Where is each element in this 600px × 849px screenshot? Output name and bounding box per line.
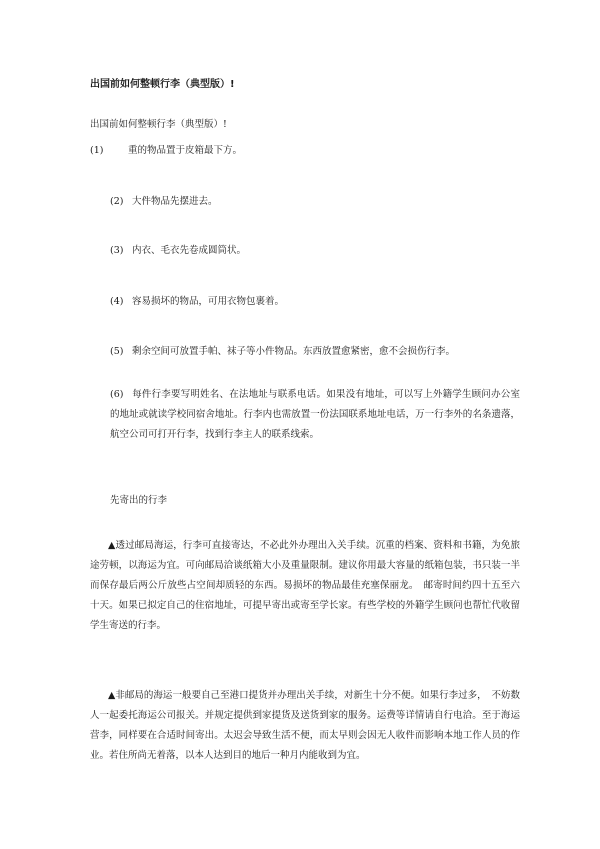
- list-item: [110, 242, 246, 256]
- item-text: 重的物品置于皮箱最下方。: [128, 145, 243, 156]
- section-heading: 先寄出的行李: [110, 495, 168, 506]
- item-text: 容易损坏的物品，可用衣物包裹着。: [132, 296, 285, 307]
- paragraph: ▲透过邮局海运，行李可直接寄达，不必此外办理出入关手续。沉重的档案、资料和书籍，为免旅途劳顿，以海运为宜。可向邮局洽谈纸箱大小及重量限制。建议你用最大容量的纸箱包装，书只装一半而保存最后两公斤放些占空间却质轻的东西。易损坏的物品最佳充塞保丽龙。 邮寄时间约四十五至六十天。如果已拟定自己的住宿地址，可提早寄出或寄至学长家。有些学校的外籍学生顾问也帮忙代收留学生寄送的行李。: [90, 540, 520, 631]
- list-item: [110, 343, 455, 357]
- paragraph: ▲非邮局的海运一般要自己至港口提货并办理出关手续，对新生十分不便。如果行李过多， 不妨数人一起委托海运公司报关。并规定提供到家提货及送货到家的服务。运费等详情请自行电洽。至于海运营李，同样要在合适时间寄出。太迟会导致生活不便，而太早则会因无人收件而影响本地工作人员的作业。若住所尚无着落，以本人达到目的地后一种月内能收到为宜。: [90, 690, 520, 761]
- list-item: [110, 293, 284, 307]
- list-item: [90, 142, 242, 156]
- item-text: 剩余空间可放置手帕、袜子等小件物品。东西放置愈紧密，愈不会损伤行李。: [132, 346, 456, 357]
- item-number: (5): [110, 346, 124, 357]
- item-number: (3): [110, 245, 124, 256]
- list-item: [90, 385, 520, 445]
- list-item: [110, 193, 218, 207]
- item-text: 大件物品先摆进去。: [132, 196, 218, 207]
- item-number: (1): [90, 145, 104, 156]
- item-text: 每件行李要写明姓名、在法地址与联系电话。如果没有地址，可以写上外籍学生顾问办公室的地址或就读学校同宿舍地址。行李内也需放置一份法国联系地址电话，万一行李外的名条遗落，航空公司可打开行李，找到行李主人的联系线索。: [110, 389, 520, 440]
- document-title: 出国前如何整顿行李（典型版）!: [90, 79, 235, 90]
- item-number: (6): [110, 389, 124, 400]
- item-number: (4): [110, 296, 124, 307]
- item-number: (2): [110, 196, 124, 207]
- item-text: 内衣、毛衣先卷成圆筒状。: [132, 245, 247, 256]
- document-subtitle: 出国前如何整顿行李（典型版）!: [90, 119, 227, 130]
